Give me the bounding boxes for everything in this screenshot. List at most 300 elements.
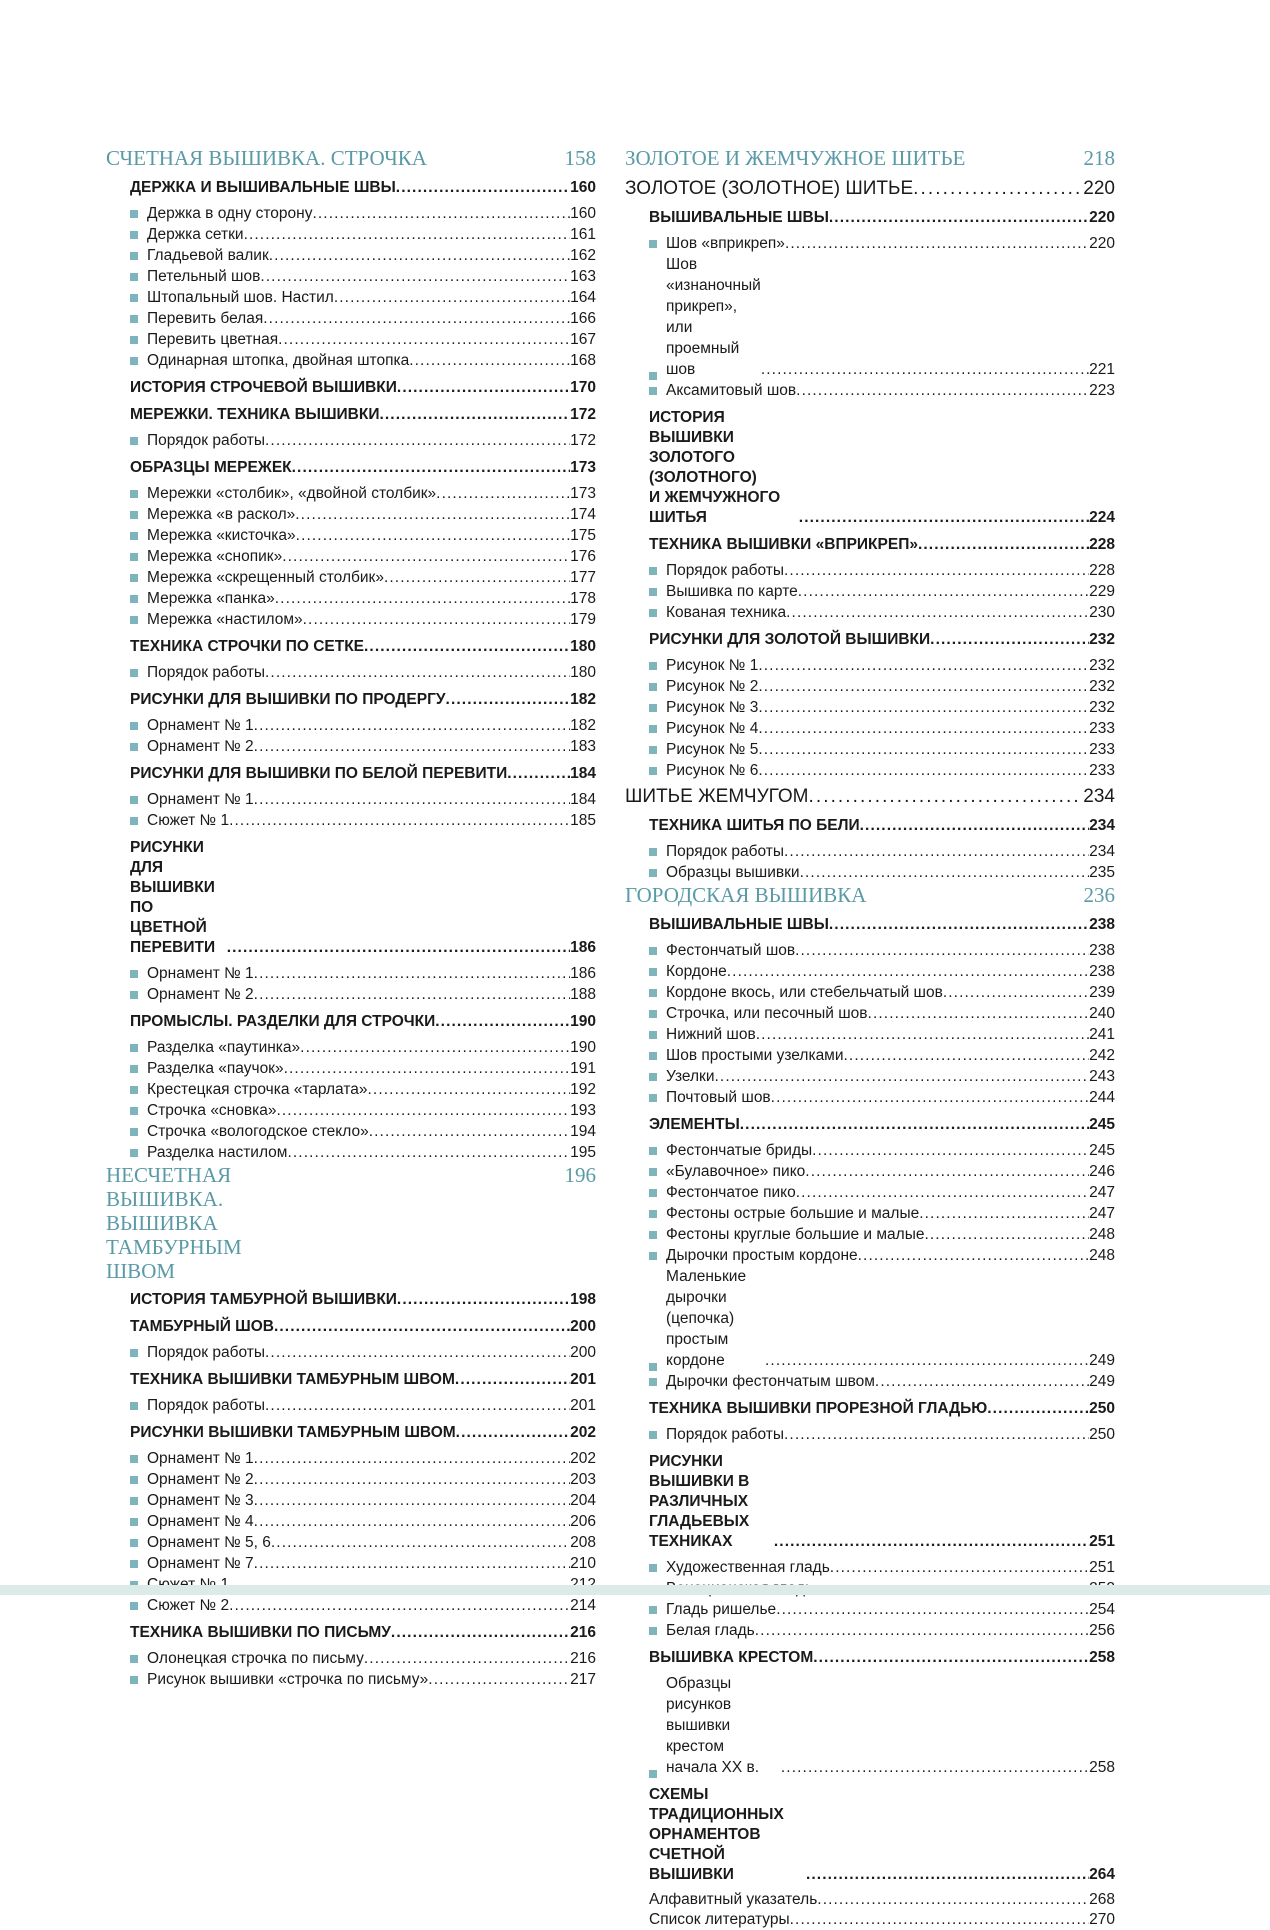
toc-entry-title: Петельный шов	[147, 268, 261, 285]
toc-entry-page: 184	[570, 791, 596, 808]
toc-item	[130, 662, 596, 683]
toc-item	[649, 1224, 1115, 1245]
toc-entry-title: ЗОЛОТОЕ И ЖЕМЧУЖНОЕ ШИТЬЕ	[625, 146, 966, 170]
toc-entry-title: Крестецкая строчка «тарлата»	[147, 1081, 368, 1098]
toc-item	[649, 1066, 1115, 1087]
square-bullet-icon	[130, 315, 138, 323]
dot-leader	[244, 224, 571, 245]
toc-entry-page: 232	[1089, 657, 1115, 674]
toc-entry-title: ЗОЛОТОЕ (ЗОЛОТНОЕ) ШИТЬЕ	[625, 178, 914, 199]
square-bullet-icon	[130, 1402, 138, 1410]
toc-entry-title: Порядок работы	[147, 1397, 265, 1414]
dot-leader	[282, 546, 570, 567]
dot-leader	[428, 1669, 570, 1690]
toc-entry-title: Орнамент № 1	[147, 717, 254, 734]
toc-item	[130, 1079, 596, 1100]
toc-entry-page: 173	[570, 459, 596, 476]
toc-entry-page: 184	[570, 765, 596, 782]
square-bullet-icon	[130, 574, 138, 582]
toc-entry-title: Фестоны круглые большие и малые	[666, 1226, 925, 1243]
dot-leader	[806, 1865, 1089, 1885]
toc-item	[649, 1087, 1115, 1108]
toc-item	[649, 862, 1115, 883]
toc-entry-page: 160	[570, 205, 596, 222]
square-bullet-icon	[130, 1128, 138, 1136]
toc-entry-page: 229	[1089, 583, 1115, 600]
dot-leader	[436, 483, 570, 504]
toc-chapter	[625, 883, 1115, 908]
toc-entry-page: 235	[1089, 864, 1115, 881]
toc-entry-title: Рисунок № 2	[666, 678, 759, 695]
toc-entry-title: Список литературы	[649, 1911, 790, 1928]
square-bullet-icon	[649, 1770, 657, 1778]
toc-section	[625, 785, 1115, 809]
square-bullet-icon	[649, 588, 657, 596]
square-bullet-icon	[649, 989, 657, 997]
toc-entry-page: 232	[1089, 631, 1115, 648]
square-bullet-icon	[649, 372, 657, 380]
toc-entry-title: Кованая техника	[666, 604, 787, 621]
dot-leader	[758, 739, 1089, 760]
toc-entry-title: Дырочки простым кордоне	[666, 1247, 858, 1264]
toc-item	[649, 697, 1115, 718]
toc-entry-page: 180	[570, 664, 596, 681]
toc-entry-title: Шов «изнаночный прикреп», или проемный шов	[666, 256, 761, 378]
square-bullet-icon	[649, 662, 657, 670]
toc-entry-page: 216	[570, 1624, 596, 1641]
toc-item	[130, 504, 596, 525]
toc-entry-page: 183	[570, 738, 596, 755]
toc-entry-title: Фестончатое пико	[666, 1184, 796, 1201]
dot-leader	[784, 1424, 1089, 1445]
toc-entry-title: ДЕРЖКА И ВЫШИВАЛЬНЫЕ ШВЫ	[130, 179, 396, 196]
dot-leader	[758, 718, 1089, 739]
dot-leader	[435, 1012, 570, 1032]
square-bullet-icon	[130, 1676, 138, 1684]
dot-leader	[740, 1115, 1089, 1135]
toc-heading	[649, 208, 1115, 228]
toc-entry-page: 174	[570, 506, 596, 523]
toc-entry-page: 232	[1089, 678, 1115, 695]
toc-entry-title: Разделка «паучок»	[147, 1060, 284, 1077]
toc-entry-title: РИСУНКИ ДЛЯ ВЫШИВКИ ПО ПРОДЕРГУ	[130, 691, 446, 708]
dot-leader	[409, 350, 570, 371]
square-bullet-icon	[130, 991, 138, 999]
toc-item	[130, 287, 596, 308]
toc-heading	[130, 764, 596, 784]
toc-item	[649, 1673, 1115, 1778]
toc-entry-title: «Булавочное» пико	[666, 1163, 806, 1180]
dot-leader	[265, 662, 570, 683]
toc-entry-page: 244	[1089, 1089, 1115, 1106]
toc-item	[130, 430, 596, 451]
dot-leader	[761, 359, 1089, 380]
dot-leader	[265, 1395, 570, 1416]
dot-leader	[260, 266, 570, 287]
toc-entry-title: Мережка «кисточка»	[147, 527, 296, 544]
toc-entry-page: 190	[570, 1013, 596, 1030]
square-bullet-icon	[130, 490, 138, 498]
square-bullet-icon	[649, 1252, 657, 1260]
toc-item	[649, 1182, 1115, 1203]
toc-entry-title: Образцы рисунков вышивки крестом начала ХХ в.	[666, 1675, 760, 1776]
toc-heading	[649, 1399, 1115, 1419]
toc-entry-page: 220	[1089, 209, 1115, 226]
toc-entry-title: Кордоне	[666, 963, 727, 980]
toc-entry-page: 186	[570, 939, 596, 956]
toc-item	[649, 560, 1115, 581]
dot-leader	[860, 816, 1090, 836]
square-bullet-icon	[649, 1564, 657, 1572]
toc-entry-title: Мережка «в раскол»	[147, 506, 296, 523]
toc-entry-title: Рисунок № 4	[666, 720, 759, 737]
toc-entry-title: РИСУНКИ ДЛЯ ВЫШИВКИ ПО БЕЛОЙ ПЕРЕВИТИ	[130, 765, 508, 782]
square-bullet-icon	[649, 1031, 657, 1039]
toc-entry-title: Орнамент № 1	[147, 791, 254, 808]
toc-item	[130, 266, 596, 287]
toc-entry-title: Белая гладь	[666, 1622, 755, 1639]
square-bullet-icon	[130, 1497, 138, 1505]
toc-entry-title: ВЫШИВАЛЬНЫЕ ШВЫ	[649, 209, 829, 226]
dot-leader	[829, 915, 1089, 935]
toc-entry-page: 203	[570, 1471, 596, 1488]
toc-entry-title: Рисунок № 5	[666, 741, 759, 758]
toc-entry-page: 228	[1089, 536, 1115, 553]
toc-entry-page: 168	[570, 352, 596, 369]
toc-item	[649, 739, 1115, 760]
dot-leader	[943, 982, 1089, 1003]
toc-heading	[130, 1317, 596, 1337]
toc-entry-page: 233	[1089, 720, 1115, 737]
toc-entry-title: СЧЕТНАЯ ВЫШИВКА. СТРОЧКА	[106, 146, 427, 170]
toc-entry-page: 258	[1089, 1649, 1115, 1666]
dot-leader	[785, 233, 1089, 254]
toc-heading	[649, 535, 1115, 555]
toc-entry-title: Гладьевой валик	[147, 247, 269, 264]
toc-item	[649, 1371, 1115, 1392]
toc-entry-title: Орнамент № 1	[147, 1450, 254, 1467]
toc-entry-page: 177	[570, 569, 596, 586]
toc-item	[130, 963, 596, 984]
dot-leader	[254, 715, 570, 736]
toc-entry-page: 256	[1089, 1622, 1115, 1639]
toc-entry-page: 185	[570, 812, 596, 829]
toc-entry-page: 191	[570, 1060, 596, 1077]
dot-leader	[391, 1623, 570, 1643]
dot-leader	[868, 1003, 1090, 1024]
toc-entry-title: Штопальный шов. Настил	[147, 289, 334, 306]
dot-leader	[930, 630, 1089, 650]
toc-item	[649, 233, 1115, 254]
square-bullet-icon	[130, 1455, 138, 1463]
toc-entry-page: 201	[570, 1397, 596, 1414]
dot-leader	[795, 940, 1089, 961]
toc-item	[649, 254, 1115, 380]
toc-entry-title: Олонецкая строчка по письму	[147, 1650, 364, 1667]
toc-entry-title: Почтовый шов	[666, 1089, 771, 1106]
square-bullet-icon	[649, 725, 657, 733]
square-bullet-icon	[649, 1168, 657, 1176]
toc-entry-page: 239	[1089, 984, 1115, 1001]
toc-heading	[130, 405, 596, 425]
dot-leader	[796, 380, 1089, 401]
dot-leader	[817, 1890, 1089, 1910]
toc-entry-title: Орнамент № 5, 6	[147, 1534, 271, 1551]
toc-item	[130, 1058, 596, 1079]
toc-entry-title: Орнамент № 2	[147, 738, 254, 755]
square-bullet-icon	[130, 743, 138, 751]
dot-leader	[265, 1342, 570, 1363]
square-bullet-icon	[649, 1210, 657, 1218]
toc-item	[130, 525, 596, 546]
toc-entry-title: Аксамитовый шов	[666, 382, 797, 399]
dot-leader	[758, 655, 1089, 676]
square-bullet-icon	[130, 336, 138, 344]
toc-entry-page: 251	[1089, 1559, 1115, 1576]
toc-entry-page: 250	[1089, 1426, 1115, 1443]
toc-entry-title: ИСТОРИЯ ТАМБУРНОЙ ВЫШИВКИ	[130, 1291, 397, 1308]
dot-leader	[364, 637, 570, 657]
toc-plain	[649, 1910, 1115, 1930]
toc-entry-page: 216	[570, 1650, 596, 1667]
toc-item	[649, 1620, 1115, 1641]
toc-entry-title: Маленькие дырочки (цепочка) простым кордоне	[666, 1268, 747, 1369]
dot-leader	[227, 938, 570, 958]
dot-leader	[756, 1024, 1089, 1045]
toc-item	[649, 581, 1115, 602]
toc-item	[130, 1142, 596, 1163]
dot-leader	[364, 1648, 570, 1669]
toc-entry-title: Рисунок № 3	[666, 699, 759, 716]
toc-item	[649, 1424, 1115, 1445]
dot-leader	[507, 764, 570, 784]
toc-entry-page: 195	[570, 1144, 596, 1161]
toc-entry-page: 236	[1083, 883, 1115, 907]
toc-entry-page: 264	[1089, 1866, 1115, 1883]
toc-entry-page: 249	[1089, 1352, 1115, 1369]
square-bullet-icon	[130, 553, 138, 561]
square-bullet-icon	[130, 1602, 138, 1610]
toc-item	[130, 350, 596, 371]
toc-entry-page: 167	[570, 331, 596, 348]
toc-entry-page: 162	[570, 247, 596, 264]
dot-leader	[229, 1595, 570, 1616]
dot-leader	[296, 525, 570, 546]
toc-entry-title: Сюжет № 2	[147, 1597, 230, 1614]
dot-leader	[368, 1079, 571, 1100]
toc-item	[649, 841, 1115, 862]
toc-entry-title: Фестоны острые большие и малые	[666, 1205, 920, 1222]
toc-item	[649, 1557, 1115, 1578]
toc-entry-title: Кордоне вкось, или стебельчатый шов	[666, 984, 943, 1001]
toc-heading	[649, 1648, 1115, 1668]
toc-entry-title: Одинарная штопка, двойная штопка	[147, 352, 410, 369]
toc-item	[649, 1140, 1115, 1161]
toc-entry-page: 166	[570, 310, 596, 327]
dot-leader	[334, 287, 570, 308]
toc-entry-title: ВЫШИВКА КРЕСТОМ	[649, 1649, 814, 1666]
square-bullet-icon	[130, 532, 138, 540]
dot-leader	[727, 961, 1089, 982]
toc-item	[130, 1553, 596, 1574]
toc-item	[649, 1045, 1115, 1066]
toc-entry-page: 233	[1089, 741, 1115, 758]
toc-entry-title: Фестончатые бриды	[666, 1142, 813, 1159]
square-bullet-icon	[649, 848, 657, 856]
toc-entry-title: Гладь ришелье	[666, 1601, 777, 1618]
toc-heading	[130, 1623, 596, 1643]
dot-leader	[369, 1121, 570, 1142]
toc-item	[649, 760, 1115, 781]
toc-entry-page: 241	[1089, 1026, 1115, 1043]
toc-entry-title: Орнамент № 2	[147, 1471, 254, 1488]
square-bullet-icon	[130, 970, 138, 978]
toc-entry-page: 234	[1089, 843, 1115, 860]
dot-leader	[303, 609, 571, 630]
square-bullet-icon	[649, 1094, 657, 1102]
square-bullet-icon	[649, 968, 657, 976]
dot-leader	[379, 405, 570, 425]
toc-entry-title: Перевить белая	[147, 310, 264, 327]
toc-entry-page: 186	[570, 965, 596, 982]
toc-entry-title: Шов простыми узелками	[666, 1047, 844, 1064]
dot-leader	[300, 1037, 570, 1058]
toc-item	[130, 736, 596, 757]
toc-entry-title: Мережка «снопик»	[147, 548, 283, 565]
square-bullet-icon	[130, 357, 138, 365]
square-bullet-icon	[130, 1655, 138, 1663]
toc-entry-page: 182	[570, 691, 596, 708]
toc-entry-page: 180	[570, 638, 596, 655]
dot-leader	[829, 208, 1089, 228]
dot-leader	[799, 508, 1089, 528]
square-bullet-icon	[130, 231, 138, 239]
toc-entry-title: ЭЛЕМЕНТЫ	[649, 1116, 740, 1133]
toc-item	[130, 1532, 596, 1553]
toc-entry-title: МЕРЕЖКИ. ТЕХНИКА ВЫШИВКИ	[130, 406, 380, 423]
toc-entry-page: 254	[1089, 1601, 1115, 1618]
toc-entry-page: 249	[1089, 1373, 1115, 1390]
square-bullet-icon	[130, 1086, 138, 1094]
toc-chapter	[106, 146, 596, 171]
square-bullet-icon	[649, 869, 657, 877]
toc-item	[130, 1669, 596, 1690]
square-bullet-icon	[130, 1476, 138, 1484]
toc-heading	[649, 1452, 1115, 1552]
toc-entry-title: Порядок работы	[666, 562, 784, 579]
toc-entry-page: 243	[1089, 1068, 1115, 1085]
toc-item	[130, 1100, 596, 1121]
toc-entry-title: Строчка, или песочный шов	[666, 1005, 868, 1022]
dot-leader	[776, 1599, 1089, 1620]
toc-entry-page: 178	[570, 590, 596, 607]
toc-entry-page: 193	[570, 1102, 596, 1119]
toc-entry-title: ШИТЬЕ ЖЕМЧУГОМ	[625, 786, 809, 807]
toc-entry-title: ТЕХНИКА ВЫШИВКИ «ВПРИКРЕП»	[649, 536, 918, 553]
dot-leader	[758, 676, 1089, 697]
toc-item	[130, 1595, 596, 1616]
toc-entry-page: 164	[570, 289, 596, 306]
toc-item	[649, 1245, 1115, 1266]
toc-heading	[130, 178, 596, 198]
toc-entry-title: Порядок работы	[147, 664, 265, 681]
footer-band	[0, 1585, 1270, 1595]
dot-leader	[784, 560, 1089, 581]
dot-leader	[254, 1511, 570, 1532]
toc-entry-page: 217	[570, 1671, 596, 1688]
toc-item	[130, 1395, 596, 1416]
dot-leader	[284, 1058, 571, 1079]
square-bullet-icon	[649, 1147, 657, 1155]
dot-leader	[397, 1290, 570, 1310]
toc-item	[130, 483, 596, 504]
dot-leader	[918, 535, 1089, 555]
toc-entry-page: 242	[1089, 1047, 1115, 1064]
toc-entry-title: РИСУНКИ ВЫШИВКИ В РАЗЛИЧНЫХ ГЛАДЬЕВЫХ ТЕХНИКАХ	[649, 1453, 750, 1550]
square-bullet-icon	[649, 1627, 657, 1635]
square-bullet-icon	[649, 1363, 657, 1371]
toc-entry-title: Мережка «скрещенный столбик»	[147, 569, 384, 586]
toc-entry-title: ТЕХНИКА ШИТЬЯ ПО БЕЛИ	[649, 817, 860, 834]
toc-entry-title: Порядок работы	[147, 432, 265, 449]
toc-item	[130, 588, 596, 609]
toc-entry-title: ТЕХНИКА СТРОЧКИ ПО СЕТКЕ	[130, 638, 365, 655]
square-bullet-icon	[130, 595, 138, 603]
toc-item	[130, 224, 596, 245]
square-bullet-icon	[130, 511, 138, 519]
toc-entry-page: 208	[570, 1534, 596, 1551]
toc-entry-title: РИСУНКИ ДЛЯ ВЫШИВКИ ПО ЦВЕТНОЙ ПЕРЕВИТИ	[130, 839, 216, 956]
square-bullet-icon	[649, 1189, 657, 1197]
toc-entry-page: 245	[1089, 1116, 1115, 1133]
square-bullet-icon	[649, 240, 657, 248]
toc-left-column	[106, 146, 596, 1690]
toc-entry-page: 163	[570, 268, 596, 285]
square-bullet-icon	[649, 1606, 657, 1614]
toc-item	[130, 546, 596, 567]
toc-entry-title: Узелки	[666, 1068, 715, 1085]
dot-leader	[796, 1182, 1089, 1203]
square-bullet-icon	[130, 273, 138, 281]
toc-chapter	[625, 146, 1115, 171]
toc-item	[649, 982, 1115, 1003]
toc-entry-page: 206	[570, 1513, 596, 1530]
toc-entry-page: 245	[1089, 1142, 1115, 1159]
dot-leader	[271, 1532, 570, 1553]
toc-item	[649, 718, 1115, 739]
toc-entry-page: 201	[570, 1371, 596, 1388]
dot-leader	[875, 1371, 1089, 1392]
square-bullet-icon	[649, 567, 657, 575]
toc-entry-title: Держка сетки	[147, 226, 244, 243]
square-bullet-icon	[649, 387, 657, 395]
toc-heading	[130, 1290, 596, 1310]
square-bullet-icon	[649, 1052, 657, 1060]
toc-heading	[130, 637, 596, 657]
toc-entry-title: Разделка настилом	[147, 1144, 288, 1161]
square-bullet-icon	[130, 1539, 138, 1547]
toc-entry-page: 270	[1089, 1911, 1115, 1928]
toc-entry-page: 234	[1083, 786, 1115, 807]
dot-leader	[263, 308, 570, 329]
toc-entry-title: Рисунок № 1	[666, 657, 759, 674]
toc-entry-title: НЕСЧЕТНАЯ ВЫШИВКА. ВЫШИВКА ТАМБУРНЫМ ШВОМ	[106, 1163, 242, 1283]
toc-entry-title: Шов «вприкреп»	[666, 235, 785, 252]
toc-item	[130, 203, 596, 224]
square-bullet-icon	[130, 1560, 138, 1568]
dot-leader	[774, 1532, 1089, 1552]
dot-leader	[798, 581, 1089, 602]
